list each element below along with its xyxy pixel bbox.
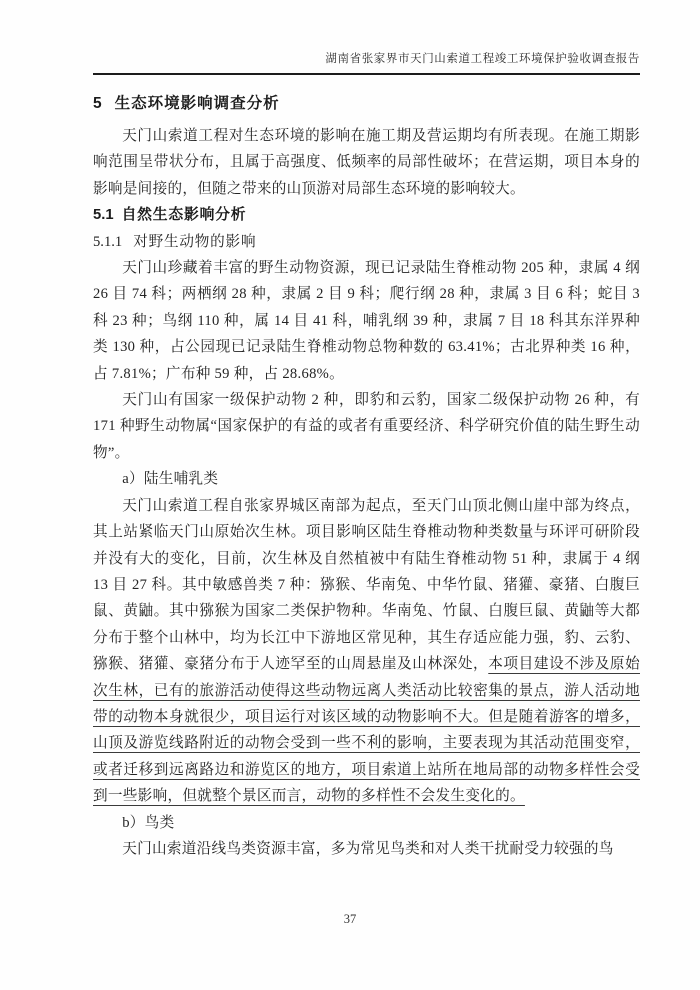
paragraph-intro: 天门山索道工程对生态环境的影响在施工期及营运期均有所表现。在施工期影响范围呈带状分布，且属于高强度、低频率的局部性破坏；在营运期，项目本身的影响是间接的，但随之带来的山顶游对局部生态环境的影响较大。 (93, 128, 640, 197)
section-title: 自然生态影响分析 (121, 207, 247, 224)
paragraph-mammal-impact-underlined: 本项目建设不涉及原始次生林，已有的旅游活动使得这些动物远离人类活动比较密集的景点，游人活动地带的动物本身就很少，项目运行对该区域的动物影响不大。但是随着游客的增多，山顶及游览线路附近的动物会受到一些不利的影响，主要表现为其活动范围变窄，或者迁移到远离路边和游览区的地方，项目索道上站所在地局部的动物多样性会受到一些影响，但就整个景区而言，动物的多样性不会发生变化的。 (93, 656, 640, 805)
section-heading-5-1 (93, 202, 640, 228)
header-title: 湖南省张家界市天门山索道工程竣工环境保护验收调查报告 (325, 53, 640, 65)
section-heading-5-1-1 (93, 229, 640, 255)
section-title: 对野生动物的影响 (133, 233, 257, 250)
page-number: 37 (343, 912, 357, 926)
sub-heading-a-mammals: a）陆生哺乳类 (122, 471, 219, 488)
paragraph-birds: 天门山索道沿线鸟类资源丰富，多为常见鸟类和对人类干扰耐受力较强的鸟 (122, 840, 614, 857)
paragraph-wildlife-resources: 天门山珍藏着丰富的野生动物资源，现已记录陆生脊椎动物 205 种，隶属 4 纲 26 目 74 科；两栖纲 28 种，隶属 2 目 9 科；爬行纲 28 种，隶属 3 目 6 科；蛇目 3 科 23 种；鸟纲 110 种，属 14 目 41 科，哺乳纲 39 种，隶属 7 目 18 科其东洋界种类 130 种，占公园现已记录陆生脊椎动物总物种数的 63.41%；古北界种类 16 种，占 7.81%；广布种 59 种，占 28.68%。 (93, 260, 640, 382)
paragraph-mammal-impact-normal: 天门山索道工程自张家界城区南部为起点，至天门山顶北侧山崖中部为终点，其上站紧临天门山原始次生林。项目影响区陆生脊椎动物种类数量与环评可研阶段并没有大的变化，目前，次生林及自然植被中有陆生脊椎动物 51 种，隶属于 4 纲 13 目 27 科。其中敏感兽类 7 种：猕猴、华南兔、中华竹鼠、猪獾、豪猪、白腹巨鼠、黄鼬。其中猕猴为国家二类保护物种。华南兔、竹鼠、白腹巨鼠、黄鼬等大都分布于整个山林中，均为长江中下游地区常见种，其生存适应能力强，豹、云豹、猕猴、猪獾、豪猪分布于人迹罕至的山周悬崖及山林深处， (93, 497, 640, 673)
section-number: 5.1 (93, 207, 114, 224)
paragraph-protected-animals: 天门山有国家一级保护动物 2 种，即豹和云豹，国家二级保护动物 26 种，有 171 种野生动物属“国家保护的有益的或者有重要经济、科学研究价值的陆生野生动物”。 (93, 392, 640, 461)
sub-heading-b-birds: b）鸟类 (122, 814, 175, 831)
section-heading-5 (93, 93, 640, 115)
section-number: 5.1.1 (93, 233, 123, 250)
page-header (93, 52, 640, 75)
section-number: 5 (93, 95, 102, 112)
paragraph-mammal-impact (93, 493, 640, 810)
section-title: 生态环境影响调查分析 (114, 95, 280, 112)
